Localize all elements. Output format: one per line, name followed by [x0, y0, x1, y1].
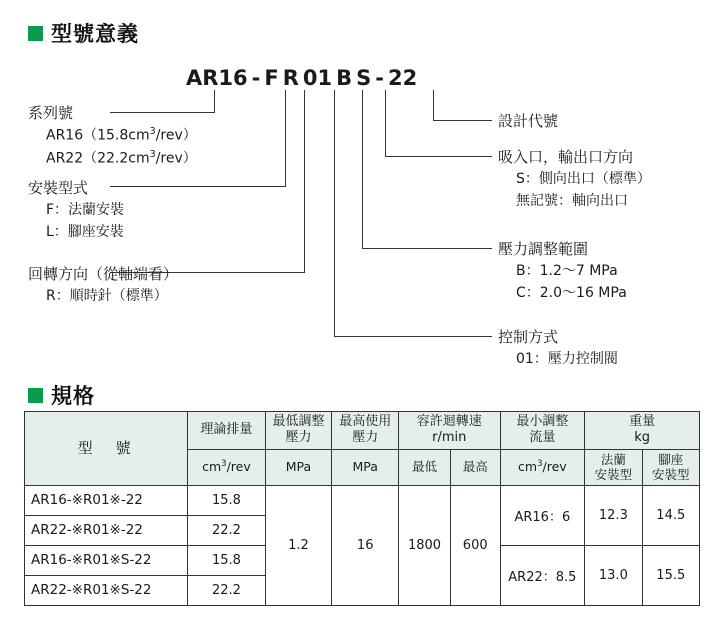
leader-line-rotation-vertical [304, 90, 305, 272]
col-header-speed: 容許迴轉速 r/min [399, 412, 500, 450]
cell-min-flow-ar16: AR16：6 [500, 485, 585, 545]
leader-line-control-vertical [334, 90, 335, 336]
callout-design-title: 設計代號 [498, 112, 559, 130]
callout-rotation [28, 263, 178, 308]
leader-line-series-vertical [214, 90, 215, 112]
col-header-speed-max: 最高 [450, 449, 500, 485]
callout-design [498, 110, 558, 133]
callout-pressure-range [498, 238, 627, 305]
callout-pressure-range-option-b: B：1.2～7 MPa [516, 263, 618, 280]
code-part-series: AR16 [186, 66, 248, 90]
col-unit-min-adj-pressure: MPa [265, 449, 332, 485]
section-title: 型號意義 [51, 22, 139, 46]
callout-pressure-range-option-c: C：2.0～16 MPa [516, 284, 627, 301]
section-header-spec [28, 380, 95, 410]
callout-mounting [28, 177, 124, 244]
spec-table-header-row-1 [25, 412, 700, 450]
col-unit-min-flow: $cm^3$/rev [500, 449, 585, 485]
cell-speed-min: 1800 [399, 485, 451, 605]
callout-mounting-option-f: F：法蘭安裝 [46, 202, 125, 219]
leader-line-port-horizontal [385, 156, 492, 157]
col-header-min-flow: 最小調整 流量 [500, 412, 585, 450]
col-header-model: 型 號 [25, 412, 188, 486]
callout-rotation-title: 回轉方向（從軸端看） [28, 265, 179, 283]
leader-line-design-vertical [433, 90, 434, 120]
code-part-control: 01 [302, 66, 333, 90]
cell-displacement: 22.2 [188, 575, 265, 605]
cell-min-adj-pressure: 1.2 [265, 485, 332, 605]
callout-series [28, 102, 197, 170]
spec-table-head [25, 412, 700, 486]
callout-port [498, 146, 651, 213]
col-header-weight-flange: 法蘭 安裝型 [585, 449, 642, 485]
callout-control-title: 控制方式 [498, 328, 559, 346]
cell-model: AR16-※R01※-22 [25, 485, 188, 515]
code-part-dash2: - [375, 66, 384, 90]
callout-series-option-ar16: $AR16(15.8cm^3/rev)$ [46, 126, 197, 144]
section-title: 規格 [51, 384, 95, 408]
model-code [186, 66, 417, 90]
callout-mounting-option-l: L：腳座安裝 [46, 223, 124, 240]
cell-weight-foot: 15.5 [642, 545, 699, 605]
cell-weight-foot: 14.5 [642, 485, 699, 545]
col-header-min-adj-pressure: 最低調整 壓力 [265, 412, 332, 450]
cell-model: AR22-※R01※S-22 [25, 575, 188, 605]
callout-control-option-01: 01：壓力控制閥 [516, 351, 618, 368]
code-part-port: S [356, 66, 372, 90]
green-square-icon [28, 26, 43, 41]
code-part-dash1: - [251, 66, 261, 90]
col-header-max-pressure: 最高使用 壓力 [332, 412, 399, 450]
spec-table-body [25, 485, 700, 605]
col-unit-max-pressure: MPa [332, 449, 399, 485]
cell-weight-flange: 12.3 [585, 485, 642, 545]
col-unit-displacement: $cm^3$/rev [188, 449, 265, 485]
callout-rotation-option-r: R：順時針（標準） [46, 288, 168, 305]
code-part-rotation: R [282, 66, 299, 90]
leader-line-mounting-vertical [285, 90, 286, 186]
code-part-design: 22 [388, 66, 418, 90]
col-header-displacement: 理論排量 [188, 412, 265, 450]
leader-line-design-horizontal [433, 120, 492, 121]
cell-model: AR16-※R01※S-22 [25, 545, 188, 575]
callout-series-title: 系列號 [28, 104, 74, 122]
cell-displacement: 15.8 [188, 485, 265, 515]
leader-line-pressure-vertical [362, 90, 363, 248]
callout-port-title: 吸入口，輸出口方向 [498, 148, 634, 166]
section-header-model-meaning [28, 18, 139, 48]
col-header-speed-min: 最低 [399, 449, 451, 485]
cell-max-pressure: 16 [332, 485, 399, 605]
col-header-weight: 重量 kg [585, 412, 700, 450]
callout-mounting-title: 安裝型式 [28, 179, 89, 197]
cell-min-flow-ar22: AR22：8.5 [500, 545, 585, 605]
leader-line-control-horizontal [334, 336, 492, 337]
spec-table [24, 411, 700, 606]
col-header-weight-foot: 腳座 安裝型 [642, 449, 699, 485]
callout-control [498, 326, 618, 371]
table-row [25, 485, 700, 515]
callout-port-option-s: S：側向出口（標準） [516, 171, 651, 188]
leader-line-pressure-horizontal [362, 248, 492, 249]
callout-series-option-ar22: $AR22(22.2cm^3/rev)$ [46, 148, 197, 167]
callout-port-option-none: 無記號：軸向出口 [516, 192, 628, 209]
code-part-mounting: F [264, 66, 279, 90]
green-square-icon [28, 388, 43, 403]
cell-model: AR22-※R01※-22 [25, 515, 188, 545]
leader-line-mounting-horizontal [110, 186, 286, 187]
code-part-pressure: B [336, 66, 353, 90]
cell-speed-max: 600 [450, 485, 500, 605]
cell-weight-flange: 13.0 [585, 545, 642, 605]
leader-line-port-vertical [385, 90, 386, 156]
cell-displacement: 22.2 [188, 515, 265, 545]
cell-displacement: 15.8 [188, 545, 265, 575]
callout-pressure-range-title: 壓力調整範圍 [498, 240, 589, 258]
